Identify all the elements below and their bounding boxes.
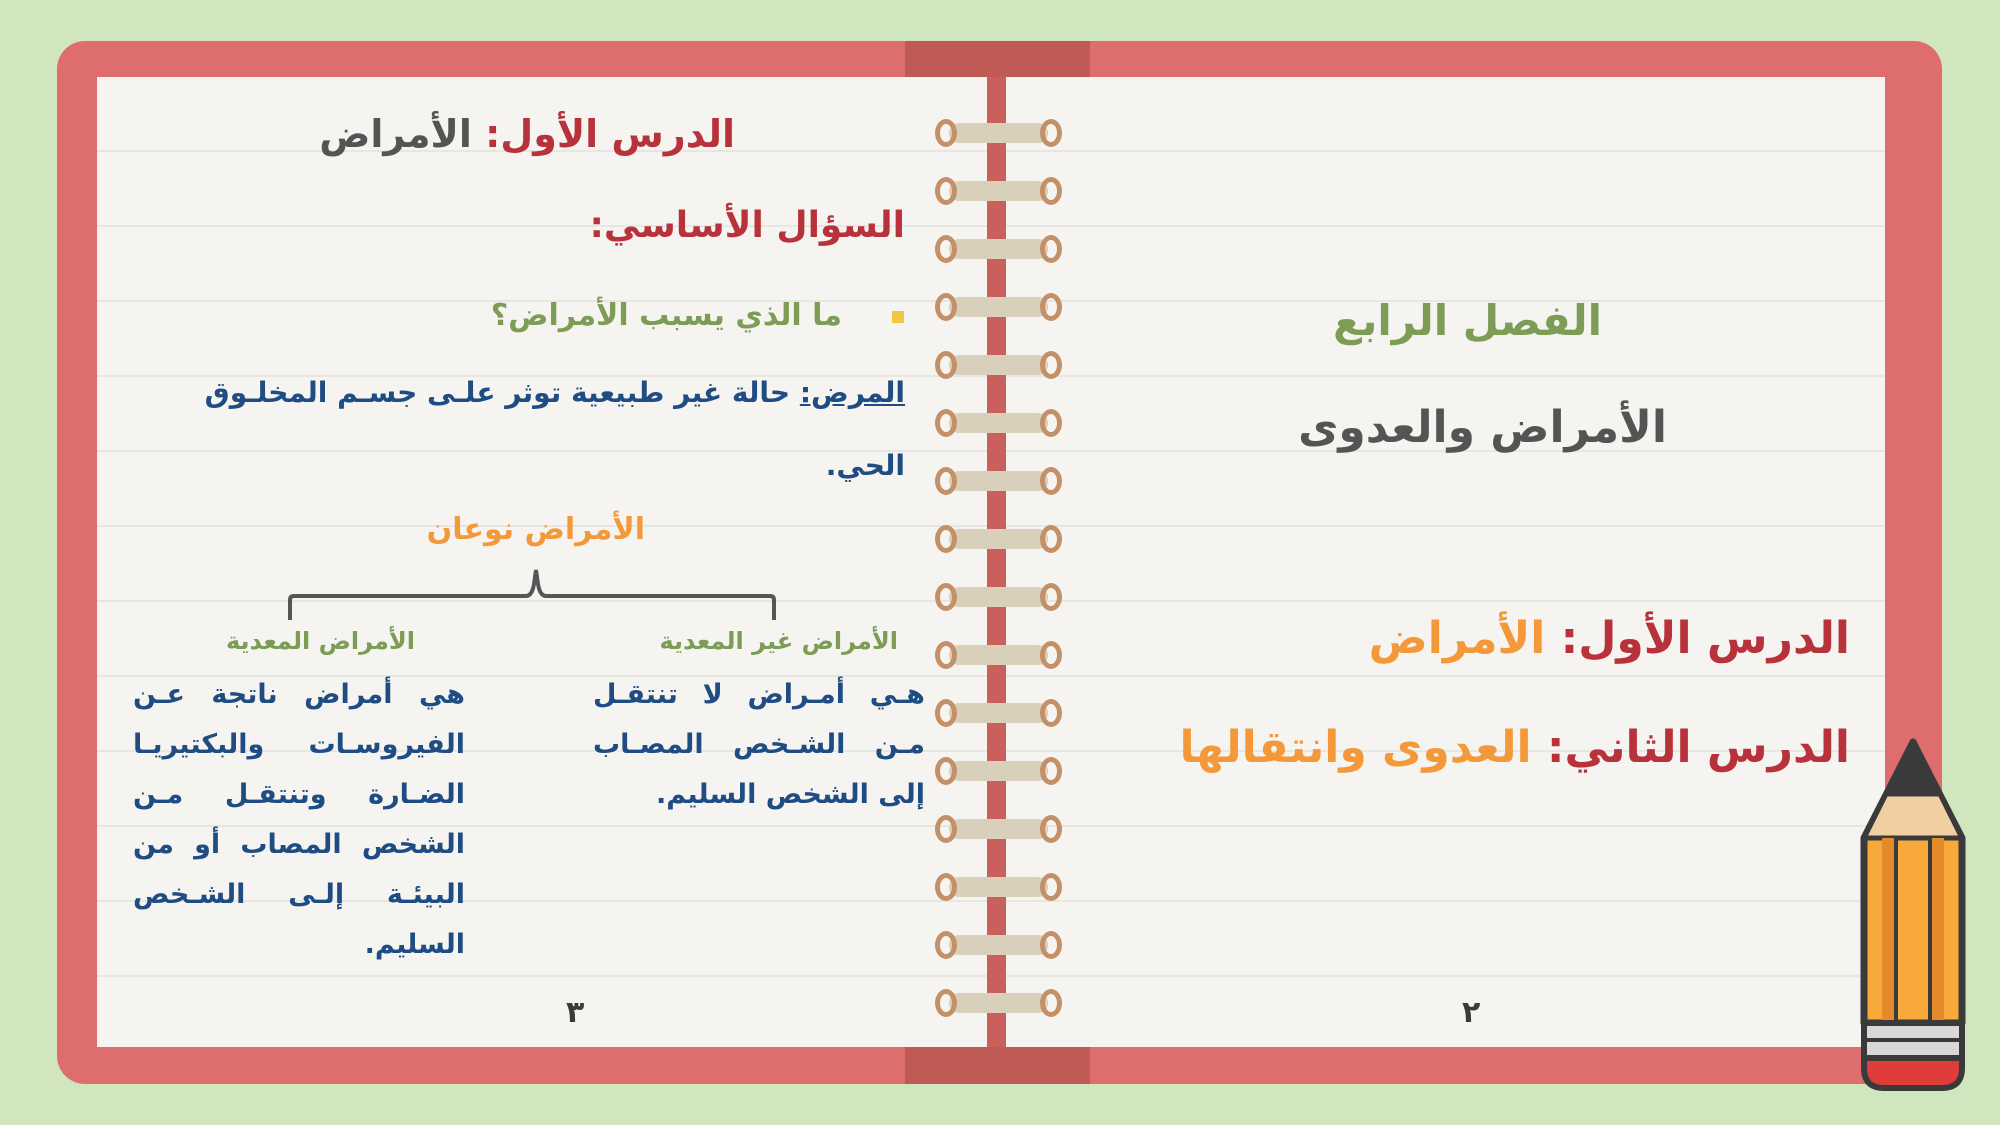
lesson-1-name: الأمراض (1368, 613, 1546, 664)
spiral-ring-icon (935, 177, 1062, 205)
spiral-ring-icon (935, 757, 1062, 785)
lesson-2-name: العدوى وانتقالها (1179, 722, 1532, 773)
spiral-ring-icon (935, 931, 1062, 959)
spine-bottom (905, 1047, 1090, 1084)
spiral-ring-icon (935, 815, 1062, 843)
left-lesson-title (319, 112, 735, 156)
right-page (1006, 77, 1885, 1047)
definition-line-1 (205, 376, 905, 409)
lesson-2-prefix: الدرس الثاني: (1546, 722, 1850, 773)
spiral-ring-icon (935, 409, 1062, 437)
lesson-2-line (1180, 722, 1850, 773)
pencil-icon (1860, 738, 1966, 1092)
left-page-number: ٣ (566, 995, 585, 1030)
spiral-ring-icon (935, 351, 1062, 379)
spiral-ring-icon (935, 467, 1062, 495)
spiral-ring-icon (935, 873, 1062, 901)
essential-question-heading: السؤال الأساسي: (589, 205, 905, 246)
definition-line-2: الحي. (825, 449, 905, 482)
definition-text: حالة غير طبيعية توثر علـى جسـم المخلـوق (204, 376, 791, 409)
essential-question: ما الذي يسبب الأمراض؟ (490, 298, 842, 333)
lesson-1-prefix: الدرس الأول: (1560, 613, 1850, 664)
infectious-label: الأمراض المعدية (225, 627, 415, 655)
spiral-ring-icon (935, 583, 1062, 611)
spiral-ring-icon (935, 293, 1062, 321)
spiral-ring-icon (935, 119, 1062, 147)
noninfectious-label: الأمراض غير المعدية (659, 627, 898, 655)
bullet-icon (892, 311, 904, 323)
unit-title: الأمراض والعدوى (1298, 402, 1667, 453)
spiral-ring-icon (935, 641, 1062, 669)
left-title-prefix: الدرس الأول: (485, 112, 735, 156)
spiral-ring-icon (935, 699, 1062, 727)
page-fold (987, 77, 1006, 1047)
spiral-ring-icon (935, 235, 1062, 263)
disease-types-heading: الأمراض نوعان (426, 512, 645, 547)
spiral-ring-icon (935, 989, 1062, 1017)
left-title-main: الأمراض (319, 112, 472, 156)
infectious-description: هي أمراض ناتجة عـن الفيروسـات والبكتيريـا الضـارة وتنتقـل مـن الشخص المصاب أو من البيئـة إلـى الشـخص السليم. (133, 679, 465, 960)
definition-term: المرض: (799, 376, 905, 409)
noninfectious-description: هـي أمـراض لا تنتقـل مـن الشـخص المصـاب إلى الشخص السليم. (593, 679, 925, 810)
right-page-number: ٢ (1462, 995, 1481, 1030)
chapter-title: الفصل الرابع (1332, 296, 1602, 345)
brace-icon (280, 560, 780, 622)
spiral-ring-icon (935, 525, 1062, 553)
lesson-1-line (1369, 613, 1850, 664)
spine-top (905, 41, 1090, 79)
